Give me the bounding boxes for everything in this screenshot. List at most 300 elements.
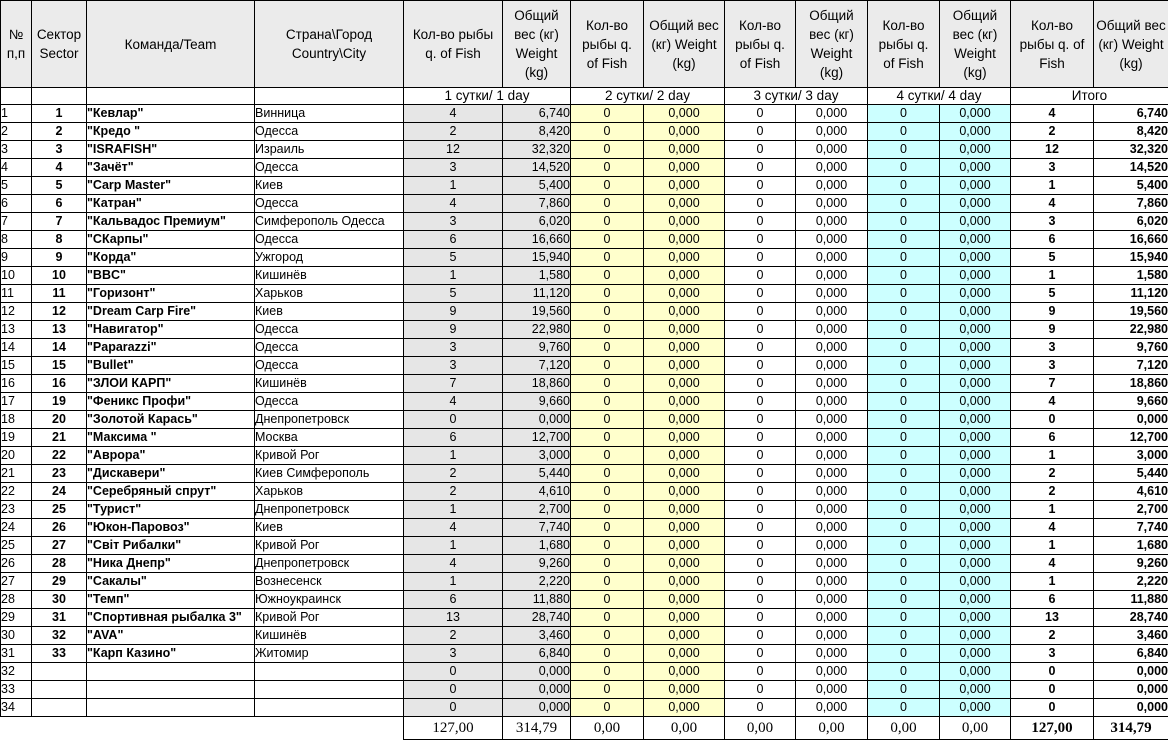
group-day4[interactable]: 4 сутки/ 4 day bbox=[868, 88, 1011, 105]
team-cell[interactable]: "Навигатор" bbox=[87, 321, 255, 339]
day2-qty-cell[interactable]: 0 bbox=[571, 609, 644, 627]
day1-weight-cell[interactable]: 9,760 bbox=[503, 339, 571, 357]
day2-qty-total[interactable]: 0,00 bbox=[571, 717, 644, 740]
sector-cell[interactable]: 24 bbox=[32, 483, 87, 501]
day3-qty-cell[interactable]: 0 bbox=[725, 393, 796, 411]
day3-qty-cell[interactable]: 0 bbox=[725, 411, 796, 429]
day2-qty-cell[interactable]: 0 bbox=[571, 627, 644, 645]
city-cell[interactable]: Одесса bbox=[255, 339, 404, 357]
total-weight-cell[interactable]: 7,120 bbox=[1094, 357, 1168, 375]
total-weight-cell[interactable]: 1,680 bbox=[1094, 537, 1168, 555]
day4-weight-cell[interactable]: 0,000 bbox=[940, 447, 1011, 465]
day3-qty-cell[interactable]: 0 bbox=[725, 519, 796, 537]
day3-qty-cell[interactable]: 0 bbox=[725, 249, 796, 267]
day2-qty-cell[interactable]: 0 bbox=[571, 231, 644, 249]
day1-qty-cell[interactable]: 4 bbox=[404, 555, 503, 573]
day3-qty-cell[interactable]: 0 bbox=[725, 357, 796, 375]
team-cell[interactable]: "BBC" bbox=[87, 267, 255, 285]
day2-qty-cell[interactable]: 0 bbox=[571, 393, 644, 411]
day4-qty-cell[interactable]: 0 bbox=[868, 699, 940, 717]
sector-cell[interactable]: 9 bbox=[32, 249, 87, 267]
day4-weight-cell[interactable]: 0,000 bbox=[940, 393, 1011, 411]
day2-weight-cell[interactable]: 0,000 bbox=[644, 141, 725, 159]
total-qty-cell[interactable]: 3 bbox=[1011, 213, 1094, 231]
day2-qty-cell[interactable]: 0 bbox=[571, 249, 644, 267]
sector-cell[interactable]: 32 bbox=[32, 627, 87, 645]
day4-weight-cell[interactable]: 0,000 bbox=[940, 681, 1011, 699]
day1-weight-cell[interactable]: 6,020 bbox=[503, 213, 571, 231]
total-qty-cell[interactable]: 4 bbox=[1011, 519, 1094, 537]
day1-qty-cell[interactable]: 2 bbox=[404, 627, 503, 645]
day1-weight-cell[interactable]: 5,440 bbox=[503, 465, 571, 483]
day1-weight-cell[interactable]: 2,700 bbox=[503, 501, 571, 519]
team-cell[interactable]: "Горизонт" bbox=[87, 285, 255, 303]
city-cell[interactable] bbox=[255, 681, 404, 699]
day2-weight-cell[interactable]: 0,000 bbox=[644, 231, 725, 249]
day4-qty-cell[interactable]: 0 bbox=[868, 105, 940, 123]
day4-qty-cell[interactable]: 0 bbox=[868, 681, 940, 699]
total-weight-cell[interactable]: 2,700 bbox=[1094, 501, 1168, 519]
team-cell[interactable]: "Темп" bbox=[87, 591, 255, 609]
team-cell[interactable]: "Кредо " bbox=[87, 123, 255, 141]
day3-weight-cell[interactable]: 0,000 bbox=[796, 627, 868, 645]
day2-qty-cell[interactable]: 0 bbox=[571, 321, 644, 339]
total-qty-cell[interactable]: 0 bbox=[1011, 681, 1094, 699]
city-cell[interactable]: Днепропетровск bbox=[255, 411, 404, 429]
day4-qty-cell[interactable]: 0 bbox=[868, 159, 940, 177]
city-cell[interactable] bbox=[255, 663, 404, 681]
day1-weight-cell[interactable]: 2,220 bbox=[503, 573, 571, 591]
day4-weight-cell[interactable]: 0,000 bbox=[940, 303, 1011, 321]
day2-qty-cell[interactable]: 0 bbox=[571, 159, 644, 177]
total-qty-cell[interactable]: 0 bbox=[1011, 699, 1094, 717]
city-cell[interactable]: Одесса bbox=[255, 231, 404, 249]
day3-qty-cell[interactable]: 0 bbox=[725, 591, 796, 609]
row-number-cell[interactable]: 21 bbox=[1, 465, 32, 483]
team-cell[interactable]: "Dream Carp Fire" bbox=[87, 303, 255, 321]
day2-weight-cell[interactable]: 0,000 bbox=[644, 159, 725, 177]
day1-qty-cell[interactable]: 1 bbox=[404, 537, 503, 555]
day1-qty-cell[interactable]: 2 bbox=[404, 465, 503, 483]
header-day3-weight[interactable]: Общий вес (кг) Weight (kg) bbox=[796, 1, 868, 88]
group-day2[interactable]: 2 сутки/ 2 day bbox=[571, 88, 725, 105]
total-weight-cell[interactable]: 18,860 bbox=[1094, 375, 1168, 393]
day3-weight-cell[interactable]: 0,000 bbox=[796, 159, 868, 177]
day1-qty-cell[interactable]: 4 bbox=[404, 393, 503, 411]
total-weight-cell[interactable]: 11,880 bbox=[1094, 591, 1168, 609]
total-weight-cell[interactable]: 6,840 bbox=[1094, 645, 1168, 663]
team-cell[interactable]: "Аврора" bbox=[87, 447, 255, 465]
sector-cell[interactable] bbox=[32, 699, 87, 717]
team-cell[interactable]: "Paparazzi" bbox=[87, 339, 255, 357]
total-weight-cell[interactable]: 5,400 bbox=[1094, 177, 1168, 195]
row-number-cell[interactable]: 7 bbox=[1, 213, 32, 231]
city-cell[interactable]: Одесса bbox=[255, 195, 404, 213]
city-cell[interactable]: Днепропетровск bbox=[255, 501, 404, 519]
total-qty-cell[interactable]: 6 bbox=[1011, 591, 1094, 609]
total-qty-cell[interactable]: 9 bbox=[1011, 321, 1094, 339]
sector-cell[interactable]: 27 bbox=[32, 537, 87, 555]
day4-weight-cell[interactable]: 0,000 bbox=[940, 501, 1011, 519]
row-number-cell[interactable]: 2 bbox=[1, 123, 32, 141]
day3-weight-cell[interactable]: 0,000 bbox=[796, 681, 868, 699]
day2-weight-cell[interactable]: 0,000 bbox=[644, 663, 725, 681]
row-number-cell[interactable]: 24 bbox=[1, 519, 32, 537]
day2-qty-cell[interactable]: 0 bbox=[571, 213, 644, 231]
day3-weight-cell[interactable]: 0,000 bbox=[796, 231, 868, 249]
day3-qty-cell[interactable]: 0 bbox=[725, 159, 796, 177]
total-weight-cell[interactable]: 0,000 bbox=[1094, 411, 1168, 429]
total-qty-cell[interactable]: 3 bbox=[1011, 339, 1094, 357]
total-qty-cell[interactable]: 5 bbox=[1011, 285, 1094, 303]
city-cell[interactable]: Киев bbox=[255, 177, 404, 195]
city-cell[interactable]: Кривой Рог bbox=[255, 609, 404, 627]
day3-qty-cell[interactable]: 0 bbox=[725, 699, 796, 717]
group-day3[interactable]: 3 сутки/ 3 day bbox=[725, 88, 868, 105]
city-cell[interactable]: Вознесенск bbox=[255, 573, 404, 591]
day3-weight-cell[interactable]: 0,000 bbox=[796, 285, 868, 303]
sector-cell[interactable]: 13 bbox=[32, 321, 87, 339]
row-number-cell[interactable]: 11 bbox=[1, 285, 32, 303]
day2-qty-cell[interactable]: 0 bbox=[571, 555, 644, 573]
day3-weight-cell[interactable]: 0,000 bbox=[796, 537, 868, 555]
day3-qty-cell[interactable]: 0 bbox=[725, 537, 796, 555]
day3-weight-cell[interactable]: 0,000 bbox=[796, 249, 868, 267]
team-cell[interactable]: "Корда" bbox=[87, 249, 255, 267]
team-cell[interactable]: "Турист" bbox=[87, 501, 255, 519]
day4-qty-cell[interactable]: 0 bbox=[868, 663, 940, 681]
total-qty-cell[interactable]: 2 bbox=[1011, 465, 1094, 483]
day3-qty-cell[interactable]: 0 bbox=[725, 645, 796, 663]
day2-qty-cell[interactable]: 0 bbox=[571, 573, 644, 591]
day3-qty-cell[interactable]: 0 bbox=[725, 213, 796, 231]
sector-cell[interactable]: 19 bbox=[32, 393, 87, 411]
total-qty-cell[interactable]: 7 bbox=[1011, 375, 1094, 393]
header-num[interactable]: № п,п bbox=[1, 1, 32, 88]
row-number-cell[interactable]: 29 bbox=[1, 609, 32, 627]
day4-qty-cell[interactable]: 0 bbox=[868, 321, 940, 339]
total-qty-cell[interactable]: 3 bbox=[1011, 159, 1094, 177]
team-cell[interactable]: "Carp Master" bbox=[87, 177, 255, 195]
day4-qty-cell[interactable]: 0 bbox=[868, 231, 940, 249]
day4-qty-cell[interactable]: 0 bbox=[868, 141, 940, 159]
day1-qty-cell[interactable]: 2 bbox=[404, 483, 503, 501]
day1-qty-cell[interactable]: 7 bbox=[404, 375, 503, 393]
total-weight-cell[interactable]: 16,660 bbox=[1094, 231, 1168, 249]
day4-weight-cell[interactable]: 0,000 bbox=[940, 339, 1011, 357]
day4-weight-cell[interactable]: 0,000 bbox=[940, 231, 1011, 249]
day4-qty-cell[interactable]: 0 bbox=[868, 213, 940, 231]
day3-qty-cell[interactable]: 0 bbox=[725, 465, 796, 483]
day4-qty-cell[interactable]: 0 bbox=[868, 501, 940, 519]
day4-weight-cell[interactable]: 0,000 bbox=[940, 519, 1011, 537]
day4-weight-total[interactable]: 0,00 bbox=[940, 717, 1011, 740]
day2-weight-cell[interactable]: 0,000 bbox=[644, 465, 725, 483]
total-weight-cell[interactable]: 9,760 bbox=[1094, 339, 1168, 357]
sector-cell[interactable]: 33 bbox=[32, 645, 87, 663]
sector-cell[interactable]: 6 bbox=[32, 195, 87, 213]
day2-weight-cell[interactable]: 0,000 bbox=[644, 591, 725, 609]
sector-cell[interactable]: 4 bbox=[32, 159, 87, 177]
day4-qty-cell[interactable]: 0 bbox=[868, 375, 940, 393]
day3-qty-cell[interactable]: 0 bbox=[725, 555, 796, 573]
total-qty-cell[interactable]: 13 bbox=[1011, 609, 1094, 627]
header-sector[interactable]: Сектор Sector bbox=[32, 1, 87, 88]
day1-weight-cell[interactable]: 16,660 bbox=[503, 231, 571, 249]
total-weight-cell[interactable]: 3,000 bbox=[1094, 447, 1168, 465]
day1-weight-cell[interactable]: 19,560 bbox=[503, 303, 571, 321]
day1-qty-total[interactable]: 127,00 bbox=[404, 717, 503, 740]
team-cell[interactable]: "СКарпы" bbox=[87, 231, 255, 249]
day3-weight-cell[interactable]: 0,000 bbox=[796, 465, 868, 483]
city-cell[interactable]: Житомир bbox=[255, 645, 404, 663]
day2-qty-cell[interactable]: 0 bbox=[571, 429, 644, 447]
row-number-cell[interactable]: 16 bbox=[1, 375, 32, 393]
total-weight-cell[interactable]: 11,120 bbox=[1094, 285, 1168, 303]
team-cell[interactable]: "ЗЛОИ КАРП" bbox=[87, 375, 255, 393]
team-cell[interactable]: "Сакалы" bbox=[87, 573, 255, 591]
row-number-cell[interactable]: 25 bbox=[1, 537, 32, 555]
day4-weight-cell[interactable]: 0,000 bbox=[940, 357, 1011, 375]
total-qty-cell[interactable]: 3 bbox=[1011, 357, 1094, 375]
day1-weight-cell[interactable]: 11,880 bbox=[503, 591, 571, 609]
sector-cell[interactable]: 8 bbox=[32, 231, 87, 249]
row-number-cell[interactable]: 23 bbox=[1, 501, 32, 519]
day1-qty-cell[interactable]: 5 bbox=[404, 249, 503, 267]
day4-qty-cell[interactable]: 0 bbox=[868, 555, 940, 573]
day2-weight-cell[interactable]: 0,000 bbox=[644, 375, 725, 393]
day4-qty-cell[interactable]: 0 bbox=[868, 465, 940, 483]
total-weight-cell[interactable]: 1,580 bbox=[1094, 267, 1168, 285]
day4-qty-cell[interactable]: 0 bbox=[868, 267, 940, 285]
row-number-cell[interactable]: 30 bbox=[1, 627, 32, 645]
city-cell[interactable]: Днепропетровск bbox=[255, 555, 404, 573]
day2-qty-cell[interactable]: 0 bbox=[571, 195, 644, 213]
team-cell[interactable]: "Зачёт" bbox=[87, 159, 255, 177]
row-number-cell[interactable]: 19 bbox=[1, 429, 32, 447]
day1-weight-cell[interactable]: 18,860 bbox=[503, 375, 571, 393]
row-number-cell[interactable]: 13 bbox=[1, 321, 32, 339]
sector-cell[interactable]: 11 bbox=[32, 285, 87, 303]
day3-weight-cell[interactable]: 0,000 bbox=[796, 375, 868, 393]
group-blank-cell[interactable] bbox=[255, 88, 404, 105]
day4-weight-cell[interactable]: 0,000 bbox=[940, 627, 1011, 645]
row-number-cell[interactable]: 26 bbox=[1, 555, 32, 573]
day4-qty-cell[interactable]: 0 bbox=[868, 303, 940, 321]
day2-weight-cell[interactable]: 0,000 bbox=[644, 249, 725, 267]
day1-qty-cell[interactable]: 4 bbox=[404, 519, 503, 537]
day3-qty-cell[interactable]: 0 bbox=[725, 681, 796, 699]
total-qty-cell[interactable]: 1 bbox=[1011, 501, 1094, 519]
day3-qty-cell[interactable]: 0 bbox=[725, 123, 796, 141]
day2-qty-cell[interactable]: 0 bbox=[571, 357, 644, 375]
day2-weight-cell[interactable]: 0,000 bbox=[644, 303, 725, 321]
sector-cell[interactable]: 28 bbox=[32, 555, 87, 573]
grand-weight-total[interactable]: 314,79 bbox=[1094, 717, 1168, 740]
day1-qty-cell[interactable]: 0 bbox=[404, 681, 503, 699]
day1-weight-cell[interactable]: 7,860 bbox=[503, 195, 571, 213]
day1-qty-cell[interactable]: 1 bbox=[404, 573, 503, 591]
day2-weight-cell[interactable]: 0,000 bbox=[644, 321, 725, 339]
row-number-cell[interactable]: 1 bbox=[1, 105, 32, 123]
day1-weight-cell[interactable]: 32,320 bbox=[503, 141, 571, 159]
row-number-cell[interactable]: 12 bbox=[1, 303, 32, 321]
day4-qty-cell[interactable]: 0 bbox=[868, 123, 940, 141]
team-cell[interactable]: "Ника Днепр" bbox=[87, 555, 255, 573]
day3-weight-cell[interactable]: 0,000 bbox=[796, 555, 868, 573]
day3-weight-cell[interactable]: 0,000 bbox=[796, 501, 868, 519]
total-qty-cell[interactable]: 4 bbox=[1011, 393, 1094, 411]
day2-qty-cell[interactable]: 0 bbox=[571, 537, 644, 555]
day1-weight-cell[interactable]: 3,460 bbox=[503, 627, 571, 645]
day2-qty-cell[interactable]: 0 bbox=[571, 663, 644, 681]
day3-qty-cell[interactable]: 0 bbox=[725, 429, 796, 447]
day4-qty-total[interactable]: 0,00 bbox=[868, 717, 940, 740]
day3-weight-total[interactable]: 0,00 bbox=[796, 717, 868, 740]
day2-qty-cell[interactable]: 0 bbox=[571, 177, 644, 195]
day1-qty-cell[interactable]: 4 bbox=[404, 105, 503, 123]
city-cell[interactable]: Симферополь Одесса bbox=[255, 213, 404, 231]
day2-weight-cell[interactable]: 0,000 bbox=[644, 123, 725, 141]
day2-qty-cell[interactable]: 0 bbox=[571, 123, 644, 141]
city-cell[interactable]: Кишинёв bbox=[255, 375, 404, 393]
total-qty-cell[interactable]: 1 bbox=[1011, 177, 1094, 195]
total-weight-cell[interactable]: 5,440 bbox=[1094, 465, 1168, 483]
grand-qty-total[interactable]: 127,00 bbox=[1011, 717, 1094, 740]
day3-qty-cell[interactable]: 0 bbox=[725, 501, 796, 519]
row-number-cell[interactable]: 10 bbox=[1, 267, 32, 285]
day1-qty-cell[interactable]: 13 bbox=[404, 609, 503, 627]
day1-weight-cell[interactable]: 6,840 bbox=[503, 645, 571, 663]
day3-qty-cell[interactable]: 0 bbox=[725, 609, 796, 627]
day4-weight-cell[interactable]: 0,000 bbox=[940, 321, 1011, 339]
day4-weight-cell[interactable]: 0,000 bbox=[940, 267, 1011, 285]
day3-qty-cell[interactable]: 0 bbox=[725, 339, 796, 357]
day3-weight-cell[interactable]: 0,000 bbox=[796, 141, 868, 159]
team-cell[interactable]: "Катран" bbox=[87, 195, 255, 213]
day4-weight-cell[interactable]: 0,000 bbox=[940, 123, 1011, 141]
group-blank-cell[interactable] bbox=[87, 88, 255, 105]
total-weight-cell[interactable]: 19,560 bbox=[1094, 303, 1168, 321]
day1-qty-cell[interactable]: 0 bbox=[404, 663, 503, 681]
day2-weight-cell[interactable]: 0,000 bbox=[644, 519, 725, 537]
row-number-cell[interactable]: 5 bbox=[1, 177, 32, 195]
day4-qty-cell[interactable]: 0 bbox=[868, 285, 940, 303]
city-cell[interactable]: Одесса bbox=[255, 357, 404, 375]
team-cell[interactable] bbox=[87, 663, 255, 681]
group-blank-cell[interactable] bbox=[1, 88, 32, 105]
city-cell[interactable]: Киев Симферополь bbox=[255, 465, 404, 483]
team-cell[interactable]: "Юкон-Паровоз" bbox=[87, 519, 255, 537]
team-cell[interactable]: "ISRAFISH" bbox=[87, 141, 255, 159]
day2-qty-cell[interactable]: 0 bbox=[571, 501, 644, 519]
row-number-cell[interactable]: 3 bbox=[1, 141, 32, 159]
row-number-cell[interactable]: 17 bbox=[1, 393, 32, 411]
day2-weight-cell[interactable]: 0,000 bbox=[644, 429, 725, 447]
total-weight-cell[interactable]: 7,860 bbox=[1094, 195, 1168, 213]
day2-qty-cell[interactable]: 0 bbox=[571, 699, 644, 717]
total-qty-cell[interactable]: 4 bbox=[1011, 195, 1094, 213]
day2-weight-cell[interactable]: 0,000 bbox=[644, 501, 725, 519]
day2-weight-cell[interactable]: 0,000 bbox=[644, 555, 725, 573]
day2-qty-cell[interactable]: 0 bbox=[571, 141, 644, 159]
sector-cell[interactable]: 22 bbox=[32, 447, 87, 465]
group-total[interactable]: Итого bbox=[1011, 88, 1168, 105]
day1-qty-cell[interactable]: 4 bbox=[404, 195, 503, 213]
sector-cell[interactable]: 30 bbox=[32, 591, 87, 609]
day2-weight-cell[interactable]: 0,000 bbox=[644, 681, 725, 699]
day1-weight-total[interactable]: 314,79 bbox=[503, 717, 571, 740]
day3-qty-cell[interactable]: 0 bbox=[725, 195, 796, 213]
day4-qty-cell[interactable]: 0 bbox=[868, 519, 940, 537]
header-day2-weight[interactable]: Общий вес (кг) Weight (kg) bbox=[644, 1, 725, 88]
day4-qty-cell[interactable]: 0 bbox=[868, 249, 940, 267]
total-weight-cell[interactable]: 9,260 bbox=[1094, 555, 1168, 573]
day4-weight-cell[interactable]: 0,000 bbox=[940, 609, 1011, 627]
city-cell[interactable]: Одесса bbox=[255, 393, 404, 411]
day1-weight-cell[interactable]: 1,680 bbox=[503, 537, 571, 555]
total-weight-cell[interactable]: 6,740 bbox=[1094, 105, 1168, 123]
city-cell[interactable]: Харьков bbox=[255, 285, 404, 303]
team-cell[interactable]: "Серебряный спрут" bbox=[87, 483, 255, 501]
day2-weight-cell[interactable]: 0,000 bbox=[644, 105, 725, 123]
day1-qty-cell[interactable]: 3 bbox=[404, 159, 503, 177]
header-country[interactable]: Страна\Город Country\City bbox=[255, 1, 404, 88]
sector-cell[interactable]: 7 bbox=[32, 213, 87, 231]
day1-weight-cell[interactable]: 8,420 bbox=[503, 123, 571, 141]
sector-cell[interactable] bbox=[32, 681, 87, 699]
day4-weight-cell[interactable]: 0,000 bbox=[940, 699, 1011, 717]
team-cell[interactable]: "Максима " bbox=[87, 429, 255, 447]
day4-qty-cell[interactable]: 0 bbox=[868, 339, 940, 357]
sector-cell[interactable]: 29 bbox=[32, 573, 87, 591]
day4-qty-cell[interactable]: 0 bbox=[868, 177, 940, 195]
total-qty-cell[interactable]: 0 bbox=[1011, 663, 1094, 681]
day2-weight-cell[interactable]: 0,000 bbox=[644, 627, 725, 645]
day2-qty-cell[interactable]: 0 bbox=[571, 303, 644, 321]
day3-weight-cell[interactable]: 0,000 bbox=[796, 357, 868, 375]
day4-qty-cell[interactable]: 0 bbox=[868, 393, 940, 411]
day2-weight-cell[interactable]: 0,000 bbox=[644, 285, 725, 303]
total-weight-cell[interactable]: 0,000 bbox=[1094, 663, 1168, 681]
day2-qty-cell[interactable]: 0 bbox=[571, 591, 644, 609]
day4-qty-cell[interactable]: 0 bbox=[868, 573, 940, 591]
day4-weight-cell[interactable]: 0,000 bbox=[940, 465, 1011, 483]
day1-qty-cell[interactable]: 1 bbox=[404, 177, 503, 195]
day1-qty-cell[interactable]: 1 bbox=[404, 267, 503, 285]
total-weight-cell[interactable]: 2,220 bbox=[1094, 573, 1168, 591]
day3-weight-cell[interactable]: 0,000 bbox=[796, 429, 868, 447]
total-qty-cell[interactable]: 1 bbox=[1011, 267, 1094, 285]
city-cell[interactable]: Израиль bbox=[255, 141, 404, 159]
team-cell[interactable] bbox=[87, 681, 255, 699]
day4-qty-cell[interactable]: 0 bbox=[868, 195, 940, 213]
row-number-cell[interactable]: 22 bbox=[1, 483, 32, 501]
day1-weight-cell[interactable]: 11,120 bbox=[503, 285, 571, 303]
sector-cell[interactable]: 2 bbox=[32, 123, 87, 141]
day3-weight-cell[interactable]: 0,000 bbox=[796, 609, 868, 627]
day4-weight-cell[interactable]: 0,000 bbox=[940, 537, 1011, 555]
row-number-cell[interactable]: 9 bbox=[1, 249, 32, 267]
city-cell[interactable]: Винница bbox=[255, 105, 404, 123]
row-number-cell[interactable]: 15 bbox=[1, 357, 32, 375]
team-cell[interactable]: "Світ Рибалки" bbox=[87, 537, 255, 555]
day4-weight-cell[interactable]: 0,000 bbox=[940, 591, 1011, 609]
day1-weight-cell[interactable]: 3,000 bbox=[503, 447, 571, 465]
team-cell[interactable] bbox=[87, 699, 255, 717]
total-qty-cell[interactable]: 3 bbox=[1011, 645, 1094, 663]
day1-weight-cell[interactable]: 7,740 bbox=[503, 519, 571, 537]
